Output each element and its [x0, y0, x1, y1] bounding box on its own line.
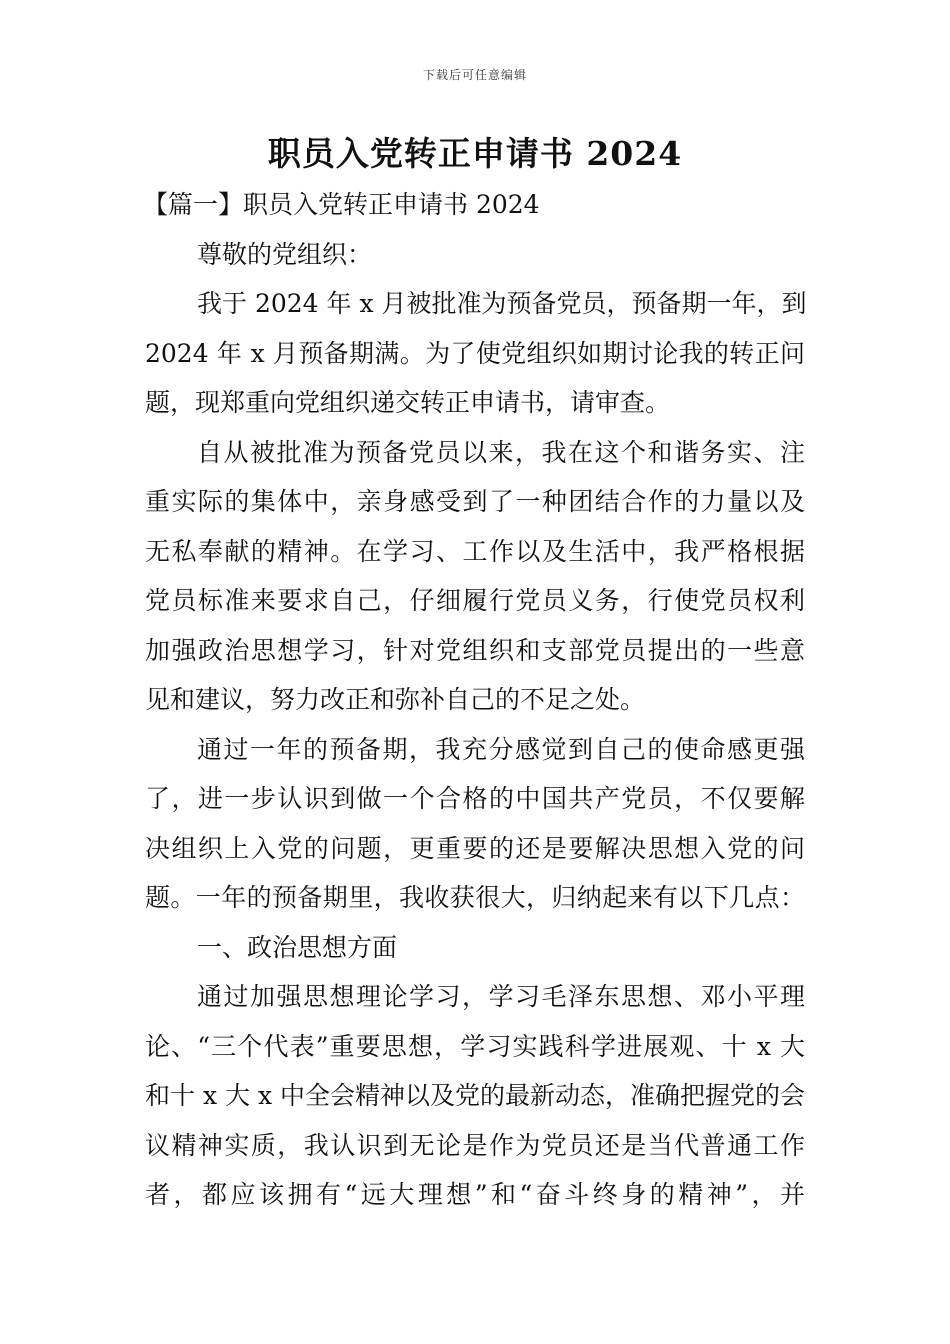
salutation: 尊敬的党组织：	[197, 239, 373, 269]
document-body	[145, 180, 805, 1220]
paragraph-line: 加强政治思想学习，针对党组织和支部党员提出的一些意	[145, 635, 805, 665]
paragraph-line: 我于 2024 年 x 月被批准为预备党员，预备期一年，到	[197, 289, 807, 318]
paragraph-line: 题。一年的预备期里，我收获很大，归纳起来有以下几点：	[145, 883, 805, 912]
paragraph-line: 通过一年的预备期，我充分感觉到自己的使命感更强	[197, 734, 805, 764]
paragraph-line: 无私奉献的精神。在学习、工作以及生活中，我严格根据	[145, 536, 805, 566]
section-heading: 【篇一】职员入党转正申请书 2024	[143, 190, 540, 219]
header-note: 下载后可任意编辑	[422, 68, 527, 82]
paragraph-line: 议精神实质，我认识到无论是作为党员还是当代普通工作	[145, 1130, 805, 1160]
paragraph-line: 题，现郑重向党组织递交转正申请书，请审查。	[145, 388, 671, 417]
subsection-heading: 一、政治思想方面	[197, 932, 398, 962]
paragraph-line: 通过加强思想理论学习，学习毛泽东思想、邓小平理	[197, 982, 805, 1011]
paragraph-line: 和十 x 大 x 中全会精神以及党的最新动态，准确把握党的会	[145, 1081, 805, 1110]
paragraph-line: 者，都应该拥有“远大理想”和“奋斗终身的精神”，并	[145, 1180, 805, 1209]
document-title: 职员入党转正申请书 2024	[267, 134, 683, 173]
paragraph-line: 见和建议，努力改正和弥补自己的不足之处。	[145, 685, 646, 714]
paragraph-line: 了，进一步认识到做一个合格的中国共产党员，不仅要解	[145, 784, 805, 813]
paragraph-line: 论、“三个代表”重要思想，学习实践科学进展观、十 x 大	[145, 1031, 805, 1061]
paragraph-line: 党员标准来要求自己，仔细履行党员义务，行使党员权利	[145, 586, 805, 615]
paragraph-line: 重实际的集体中，亲身感受到了一种团结合作的力量以及	[145, 487, 805, 516]
paragraph-line: 决组织上入党的问题，更重要的还是要解决思想入党的问	[145, 833, 805, 863]
paragraph-line: 2024 年 x 月预备期满。为了使党组织如期讨论我的转正问	[145, 338, 805, 368]
paragraph-line: 自从被批准为预备党员以来，我在这个和谐务实、注	[197, 437, 805, 467]
